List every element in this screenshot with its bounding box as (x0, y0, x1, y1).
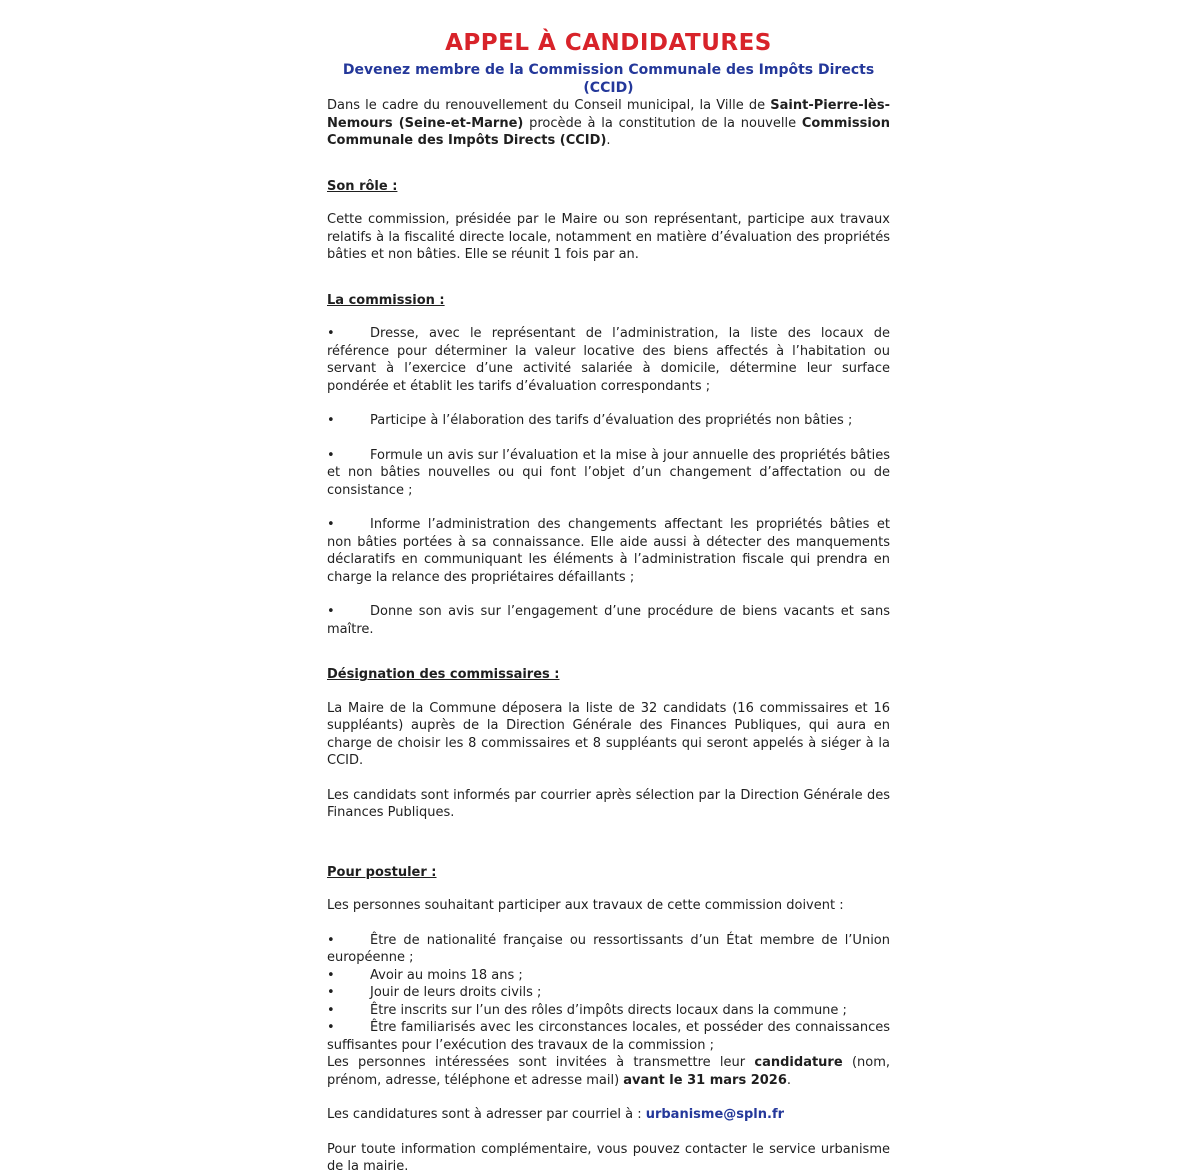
heading-son-role: Son rôle : (327, 178, 398, 194)
closing-text-3: . (786, 1072, 792, 1088)
role-paragraph: Cette commission, présidée par le Maire ou son représentant, participe aux travaux relatifs à la fiscalité directe locale, notamment en matière d’évaluation des propriétés bâties et non bâties. Elle se réunit 1 fois par an. (327, 212, 890, 262)
intro-paragraph (327, 97, 890, 150)
designation-paragraph-2: Les candidats sont informés par courrier après sélection par la Direction Générale des Finances Publiques. (327, 787, 890, 820)
document-page (327, 0, 890, 1176)
postuler-bullet-1 (327, 932, 890, 967)
bullet-icon: • (327, 1002, 335, 1018)
commission-bullet-1 (327, 325, 890, 395)
bullet-icon: • (327, 517, 335, 532)
postuler-bullet-2-text: Avoir au moins 18 ans ; (370, 967, 523, 983)
heading-designation: Désignation des commissaires : (327, 667, 560, 682)
commission-bullet-5-text: Donne son avis sur l’engagement d’une procédure de biens vacants et sans maître. (327, 604, 890, 637)
intro-bold-city: Saint-Pierre-lès-Nemours (Seine-et-Marne) (327, 98, 890, 131)
designation-paragraph-1: La Maire de la Commune déposera la liste de 32 candidats (16 commissaires et 16 suppléants) auprès de la Direction Générale des Finances Publiques, qui aura en charge de choisir les 8 commissaires et 8 suppléants qui seront appelés à siéger à la CCID. (327, 700, 890, 768)
bullet-icon: • (327, 932, 335, 948)
commission-bullet-5 (327, 603, 890, 638)
commission-bullet-4 (327, 516, 890, 586)
closing-paragraph-1 (327, 1054, 890, 1089)
intro-text-2: procède à la constitution de la nouvelle (523, 115, 802, 131)
commission-bullet-2 (327, 412, 890, 430)
page-title: APPEL À CANDIDATURES (445, 30, 772, 56)
closing-bold-candidature: candidature (754, 1055, 843, 1070)
postuler-bullet-5 (327, 1019, 890, 1054)
intro-bold-commission: Commission Communale des Impôts Directs (CCID) (327, 115, 890, 148)
email-link[interactable]: urbanisme@spln.fr (645, 1107, 785, 1122)
bullet-icon: • (327, 326, 335, 341)
commission-bullet-1-text: Dresse, avec le représentant de l’administration, la liste des locaux de référence pour déterminer la valeur locative des biens affectés à l’habitation ou servant à l’exercice d’une activité salariée à domicile, détermine leur surface pondérée et établit les tarifs d’évaluation correspondants ; (327, 326, 890, 394)
heading-pour-postuler: Pour postuler : (327, 864, 437, 880)
bullet-icon: • (327, 967, 335, 983)
bullet-icon: • (327, 1020, 335, 1035)
commission-bullet-2-text: Participe à l’élaboration des tarifs d’évaluation des propriétés non bâties ; (370, 413, 853, 428)
closing-email-label: Les candidatures sont à adresser par courriel à : (327, 1107, 646, 1122)
closing-text-2: (nom, prénom, adresse, téléphone et adresse mail) (327, 1055, 890, 1088)
postuler-bullet-4-text: Être inscrits sur l’un des rôles d’impôts directs locaux dans la commune ; (370, 1002, 847, 1018)
postuler-bullet-1-text: Être de nationalité française ou ressortissants d’un État membre de l’Union européenne ; (327, 932, 890, 965)
commission-bullet-4-text: Informe l’administration des changements affectant les propriétés bâties et non bâties portées à sa connaissance. Elle aide aussi à détecter des manquements déclaratifs en communiquant les éléments à l’administration fiscale qui prendra en charge la relance des propriétaires défaillants ; (327, 517, 890, 585)
postuler-intro: Les personnes souhaitant participer aux travaux de cette commission doivent : (327, 898, 844, 913)
bullet-icon: • (327, 604, 335, 619)
closing-paragraph-2 (327, 1106, 890, 1124)
commission-bullet-3-text: Formule un avis sur l’évaluation et la mise à jour annuelle des propriétés bâties et non bâties nouvelles ou qui font l’objet d’un changement d’affectation ou de consistance ; (327, 447, 890, 498)
postuler-bullet-3 (327, 984, 890, 1002)
heading-la-commission: La commission : (327, 292, 445, 308)
commission-bullet-3 (327, 447, 890, 500)
intro-text-1: Dans le cadre du renouvellement du Conseil municipal, la Ville de (327, 98, 771, 113)
bullet-icon: • (327, 413, 335, 428)
bullet-icon: • (327, 447, 335, 463)
closing-paragraph-3: Pour toute information complémentaire, vous pouvez contacter le service urbanisme de la mairie. (327, 1141, 890, 1174)
page-subtitle: Devenez membre de la Commission Communale des Impôts Directs (CCID) (342, 62, 875, 96)
intro-text-3: . (606, 133, 611, 148)
postuler-bullet-3-text: Jouir de leurs droits civils ; (370, 985, 542, 1000)
postuler-bullet-5-text: Être familiarisés avec les circonstances locales, et posséder des connaissances suffisantes pour l’exécution des travaux de la commission ; (327, 1020, 890, 1053)
postuler-bullet-4 (327, 1002, 890, 1020)
postuler-bullet-2 (327, 967, 890, 985)
closing-text-1: Les personnes intéressées sont invitées à transmettre leur (327, 1055, 755, 1070)
closing-bold-deadline: avant le 31 mars 2026 (623, 1072, 787, 1088)
bullet-icon: • (327, 985, 335, 1000)
